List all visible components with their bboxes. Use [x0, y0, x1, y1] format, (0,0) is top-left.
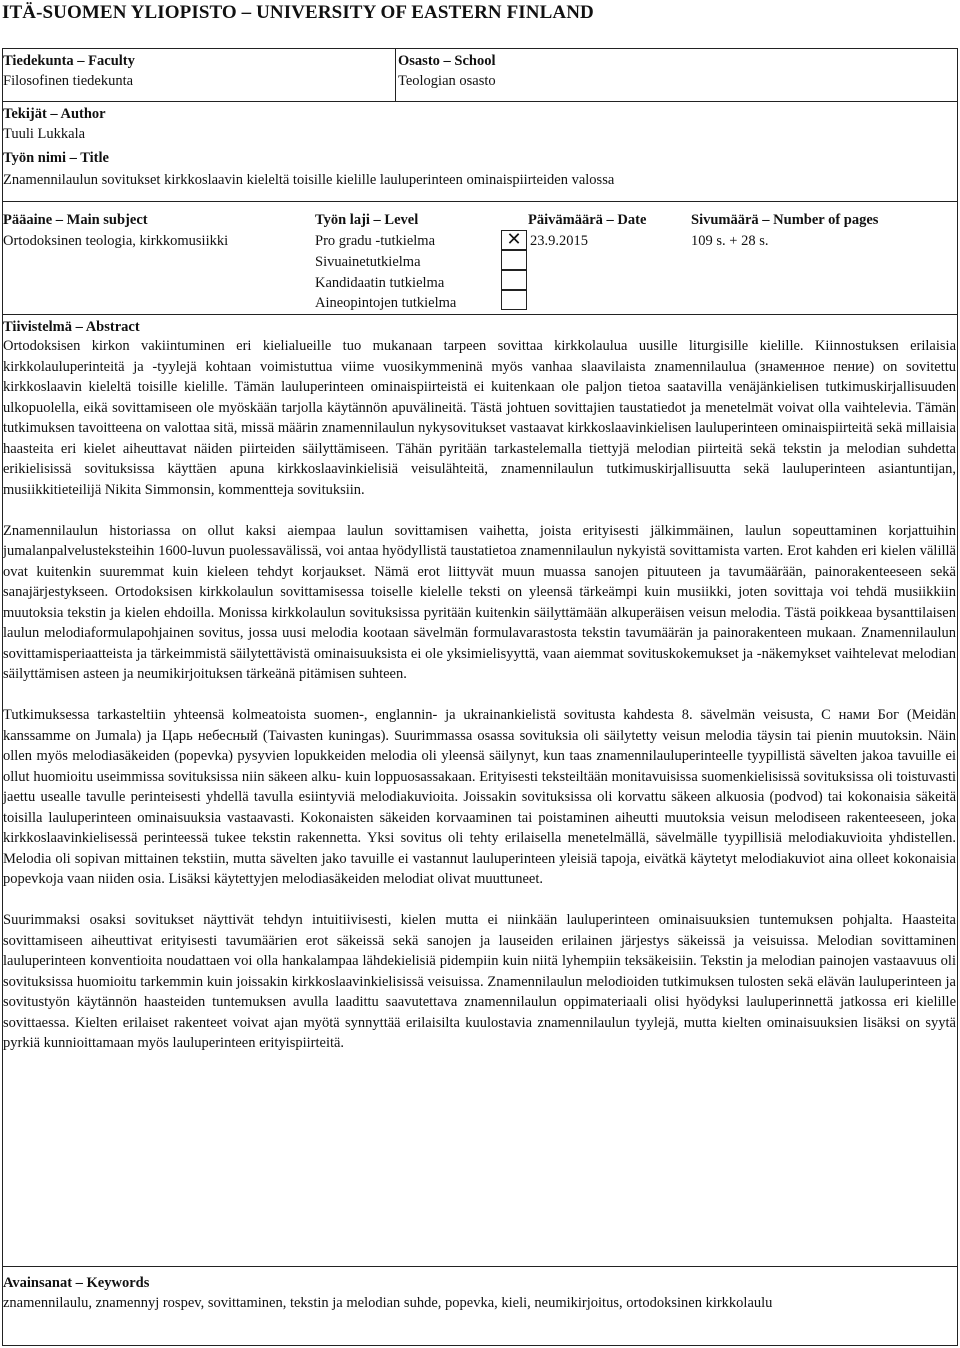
subject-label: Pääaine – Main subject — [3, 212, 148, 228]
date-value: 23.9.2015 — [530, 233, 588, 249]
divider — [2, 101, 958, 102]
abstract-label: Tiivistelmä – Abstract — [3, 319, 140, 335]
date-label: Päivämäärä – Date — [528, 212, 647, 228]
keywords-value: znamennilaulu, znamennyj rospev, sovittaminen, tekstin ja melodian suhde, popevka, kieli, neumikirjoitus, ortodoksinen kirkkolaulu — [3, 1295, 773, 1311]
divider — [2, 201, 958, 202]
abstract-paragraph: Ortodoksisen kirkon vakiintuminen eri kielialueille tuo mukanaan tarpeen sovittaa kirkkolaulua uusille liturgisille kielille. Kiinnostuksen erilaisia kirkkolauluperinteitä ja -tyylejä kohtaan voimistuttua viime vuosikymmeninä myös vanhaa slaavilaista znamennilaulua (знаменное пение) on sovitettu kirkkoslaavin kieleltä toisille kielille. Tämän lauluperinteen ominaispiirteistä ei kuitenkaan ole paljon tietoa saatavilla venäjänkielisen tutkimuskirjallisuuden ulkopuolella, eikä sovittamiseen ole myöskään tarjolla käytännön apuvälineitä. Tästä johtuen sovittajien taustatiedot ja menetelmät voivat olla vaihtelevia. Tämän tutkimuksen tavoitteena on valottaa sitä, missä määrin znamennilaulun nykysovitukset vastaavat kirkkoslaavinkielisen lauluperinteen ominaispiirteitä sekä millaisia haasteita eri kielet aiheuttavat näiden piirteiden säilyttämiseen. Tähän pyritään tarkastelemalla tiettyjä melodian piirteitä sekä tekstin ja melodian suhdetta erikielisissä sovituksissa käyttäen apuna kirkkoslaavinkielisiä veisulähteitä, znamennilaulun tutkimuskirjallisuutta sekä lauluperinteen asiantuntijan, musiikkitieteilijä Nikita Simmonsin, kommentteja sovituksiin. — [3, 338, 956, 498]
school-label: Osasto – School — [398, 53, 496, 69]
keywords-label: Avainsanat – Keywords — [3, 1275, 150, 1291]
author-value: Tuuli Lukkala — [3, 126, 86, 142]
level-option-sivuaine: Sivuainetutkielma — [315, 254, 421, 270]
level-checkbox-pro-gradu[interactable]: ✕ — [501, 230, 527, 250]
abstract-paragraph: Znamennilaulun historiassa on ollut kaksi aiempaa laulun sovittamisen vaihetta, joista erityisesti jälkimmäinen, laulun sopeuttaminen korjattuihin jumalanpalvelusteksteihin 1600-luvun puolessavälissä, voi antaa hyödyllistä taustatietoa znamennilaulun nykyistä sovittamista varten. Erot kahden eri kielen välillä ovat kuitenkin suuremmat kuin kieleen tehdyt korjaukset. Nämä erot liittyvät muun muassa sanojen pituuteen ja tavumäärään, painorakenteeseen sekä sanajärjestykseen. Ortodoksisen kirkkolaulun sovittamisessa toiselle kielelle teksti on yleensä tärkeämpi kuin musiikki, joten sovittaja voi tehdä musiikkiin muutoksia tekstin ja kielen ehdoilla. Monissa kirkkolaulun sovituksissa pyritään kuitenkin säilyttämään alkuperäisen veisun melodia. Tästä poikkeaa bysanttilaisen laulun melodiaformulapohjainen sovitus, jossa uusi melodia kootaan sävelmän formulavarastosta tekstin tavumäärän ja painorakenteen mukaan. Znamennilaulun sovittamisperiaatteista ja tärkeimmistä säilytettävistä ominaisuuksista ei ole yksimielisyyttä, vaan aiemmat sovituskokemukset ja -näkemykset vaihtelevat melodian säilyttämisen asteen ja neumikirjoituksen tärkeänä pitämisen suhteen. — [3, 522, 956, 682]
pages-value: 109 s. + 28 s. — [691, 233, 769, 249]
divider — [2, 314, 958, 315]
title-value: Znamennilaulun sovitukset kirkkoslaavin kieleltä toisille kielille lauluperinteen ominaispiirteiden valossa — [3, 172, 615, 188]
faculty-school-divider — [395, 48, 396, 101]
level-checkbox-aineopinnot[interactable] — [501, 290, 527, 310]
faculty-label: Tiedekunta – Faculty — [3, 53, 135, 69]
level-option-pro-gradu: Pro gradu -tutkielma — [315, 233, 436, 249]
pages-label: Sivumäärä – Number of pages — [691, 212, 879, 228]
author-label: Tekijät – Author — [3, 106, 106, 122]
school-value: Teologian osasto — [398, 73, 496, 89]
level-label: Työn laji – Level — [315, 212, 419, 228]
divider — [2, 1266, 958, 1267]
level-checkbox-kandidaatti[interactable] — [501, 270, 527, 290]
level-option-kandidaatti: Kandidaatin tutkielma — [315, 275, 445, 291]
subject-value: Ortodoksinen teologia, kirkkomusiikki — [3, 233, 229, 249]
faculty-value: Filosofinen tiedekunta — [3, 73, 134, 89]
title-label: Työn nimi – Title — [3, 150, 109, 166]
abstract-paragraph: Suurimmaksi osaksi sovitukset näyttivät tehdyn intuitiivisesti, kielen mutta ei niinkään lauluperinteen ominaisuuksien tuntemuksen pohjalta. Haasteita sovittamiseen aiheuttivat erityisesti tavumäärien erot säkeissä sekä sanojen ja lauseiden erilainen järjestys säkeissä ja veisuissa. Melodian sovittaminen lauluperinteen konventioita noudattaen voi olla hankalampaa lähdekielisiä pidempiin kuin niitä lyhempiin teksäkeisiin. Tekstin ja melodian painojen vastaavuus oli sovituksissa huomioitu tarkemmin kuin joissakin kirkkoslaavinkielisissä veisuissa. Znamennilaulun melodioiden tutkimuksen tulosten sekä elävän lauluperinteen ja sovitustyön käytännön haasteiden tuntemuksen avulla laadittu saavutettava znamennilaulun oppimateriaali olisi hyödyksi lauluperinnettä jatkossa eri kielille sovittaessa. Kielten erilaiset rakenteet voivat ajan myötä synnyttää erilaisilta kuulostavia znamennilaulun tyylejä, mutta kielten ominaisuuksien lisäksi on syytä pyrkiä kunnioittamaan myös lauluperinteen erityispiirteitä. — [3, 912, 956, 1051]
level-option-aineopinnot: Aineopintojen tutkielma — [315, 295, 457, 311]
abstract-body — [3, 336, 956, 1074]
abstract-paragraph: Tutkimuksessa tarkasteltiin yhteensä kolmeatoista suomen-, englannin- ja ukrainankielistä sovitusta kahdesta 8. sävelmän veisusta, С нами Бог (Meidän kanssamme on Jumala) ja Царь небесный (Taivasten kuningas). Suurimmassa osassa sovituksia oli säilytetty veisun melodia täysin tai pienin muutoksin. Näin ollen myös melodiasäkeiden (popevka) pysyvien lopukkeiden melodia oli yleensä säilynyt, kun taas znamennilauluperinteelle tyypillistä sävelten jakoa tavuille ei ollut huomioitu useimmissa sovituksissa niin säkeen alku- kuin loppuosassakaan. Erityisesti teksteiltään monitavuisissa suomenkielisissä sovituksissa oli toistuvasti jaettu usealle tavulle perinteisesti yhdellä tavulla esiintyviä melodiakuvioita. Joissakin sovituksissa oli korvattu säkeen alkuosia (podvod) tai kokonaisia säkeitä toisilla lauluperinteen ominaisuuksia vastaavasti. Kokonaisten säkeiden korvaaminen tai poistaminen aiheutti muutoksia veisun melodiseen rakenteeseen, joka kirkkoslaavinkielisessä perinteessä tukee tekstin rakennetta. Yksi sovitus oli tehty erilaisella menetelmällä, sävelmälle tyypillisiä melodiakuvioita yhdistellen. Melodia oli sopivan mittainen tekstiin, mutta sävelten jako tavuille ei vastannut lauluperinteen yleisiä tapoja, eivätkä käytetyt melodiakuviot aina olleet kokonaisia popevkoja vaan niiden osia. Lisäksi käytettyjen melodiasäkeiden melodiat olivat muuttuneet. — [3, 707, 956, 887]
university-header: ITÄ-SUOMEN YLIOPISTO – UNIVERSITY OF EASTERN FINLAND — [2, 2, 594, 23]
level-checkbox-sivuaine[interactable] — [501, 250, 527, 270]
